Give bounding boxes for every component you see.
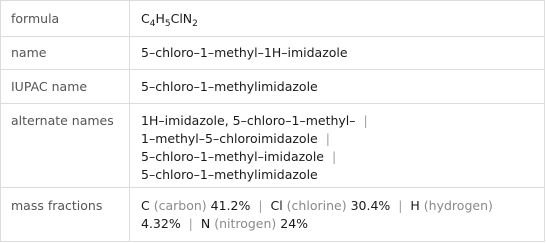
element-symbol: Cl — [270, 198, 283, 213]
element-fraction: 24% — [280, 216, 309, 231]
alternate-names-label: alternate names — [11, 113, 114, 128]
alternate-name: 5–chloro–1–methyl–imidazole — [141, 149, 324, 164]
element-name: (nitrogen) — [214, 216, 277, 231]
element-name: (chlorine) — [286, 198, 347, 213]
iupac-label: IUPAC name — [11, 79, 88, 94]
element-fraction: 30.4% — [350, 198, 391, 213]
mass-fraction-item — [410, 198, 492, 213]
formula-label: formula — [11, 11, 60, 26]
alternate-name-line — [141, 166, 536, 184]
formula-row — [1, 1, 544, 37]
element-symbol: N — [200, 216, 211, 231]
mass-fraction-item — [270, 198, 390, 213]
formula-carbon-count: 4 — [149, 19, 156, 29]
mass-fractions-list — [141, 197, 536, 233]
alternate-name-line — [141, 112, 536, 130]
formula-nitrogen-count: 2 — [192, 19, 198, 29]
mass-fraction-item — [141, 198, 250, 213]
alternate-name-line — [141, 148, 536, 166]
formula-chlorine-nitrogen: ClN — [170, 11, 193, 26]
alternate-names-row — [1, 104, 544, 188]
alternate-names-list — [141, 112, 536, 184]
separator: | — [188, 216, 193, 231]
separator: | — [331, 149, 337, 164]
formula-hydrogen: H — [155, 11, 165, 26]
mass-fractions-label: mass fractions — [11, 198, 103, 213]
alternate-name-line — [141, 130, 536, 148]
formula-carbon: C — [141, 11, 150, 26]
separator: | — [398, 198, 403, 213]
separator: | — [325, 131, 330, 146]
name-label: name — [11, 45, 47, 60]
alternate-name: 5–chloro–1–methylimidazole — [141, 167, 318, 182]
mass-fraction-item — [201, 216, 308, 231]
iupac-row — [1, 70, 544, 104]
separator: | — [363, 113, 368, 128]
alternate-name: 1–methyl–5–chloroimidazole — [141, 131, 318, 146]
element-fraction: 41.2% — [210, 198, 251, 213]
element-symbol: H — [410, 198, 420, 213]
formula-value — [141, 10, 536, 28]
element-name: (hydrogen) — [423, 198, 493, 213]
separator: | — [258, 198, 263, 213]
alternate-name: 1H–imidazole, 5–chloro–1–methyl– — [141, 113, 356, 128]
mass-fractions-row — [1, 188, 544, 242]
name-row — [1, 37, 544, 70]
name-value: 5–chloro–1–methyl–1H–imidazole — [141, 45, 348, 60]
formula-hydrogen-count: 5 — [164, 19, 171, 29]
mass-fraction-line — [141, 215, 536, 233]
iupac-value: 5–chloro–1–methylimidazole — [141, 79, 318, 94]
mass-fraction-line — [141, 197, 536, 215]
element-symbol: C — [141, 198, 150, 213]
element-name: (carbon) — [153, 198, 207, 213]
element-fraction: 4.32% — [141, 216, 181, 231]
